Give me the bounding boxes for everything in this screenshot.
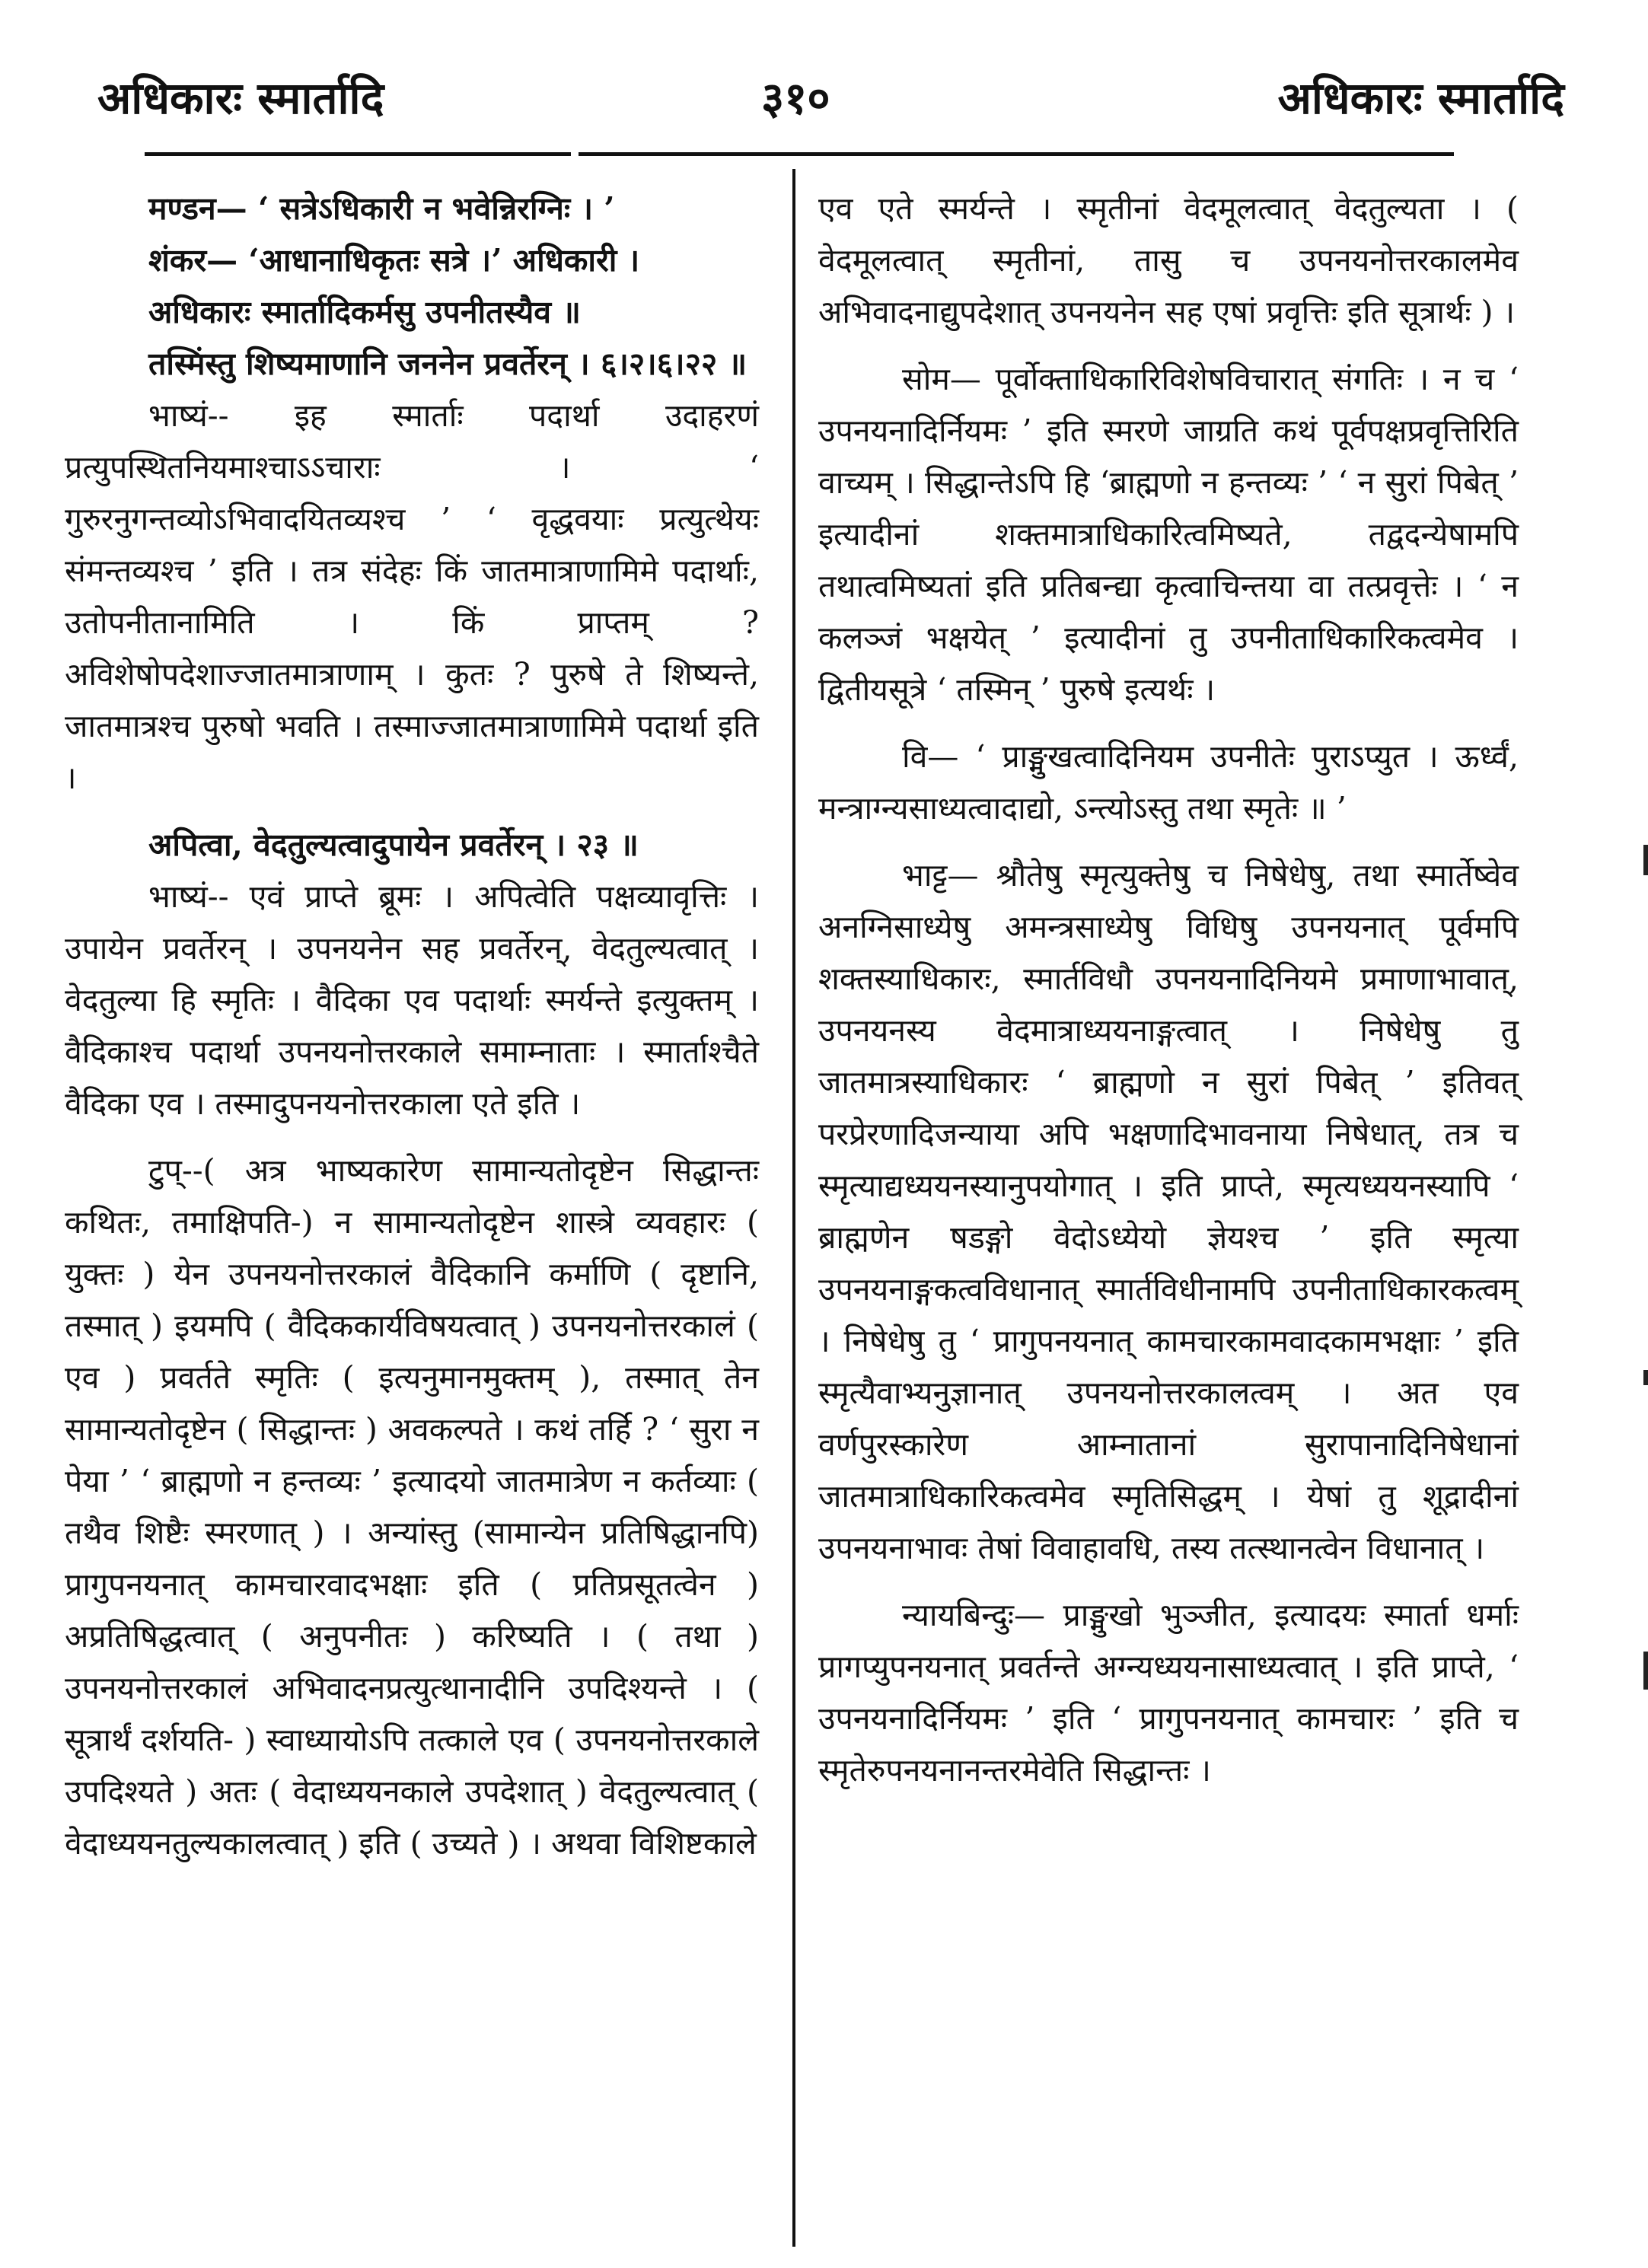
soma-commentary: सोम— पूर्वोक्ताधिकारिविशेषविचारात् संगतिः । न च ‘ उपनयनादिर्नियमः ’ इति स्मरणे जाग्रति कथं पूर्वपक्षप्रवृत्तिरिति वाच्यम् । सिद्धान्तेऽपि हि ‘ब्राह्मणो न हन्तव्यः ’ ‘ न सुरां पिबेत् ’ इत्यादीनां शक्तमात्राधिकारित्वमिष्यते, तद्वदन्येषामपि तथात्वमिष्यतां इति प्रतिबन्द्या कृत्वाचिन्तया वा तत्प्रवृत्तेः । ‘ न कलञ्जं भक्षयेत् ’ इत्यादीनां तु उपनीताधिकारिकत्वमेव । द्वितीयसूत्रे ‘ तस्मिन् ’ पुरुषे इत्यर्थः ।: [818, 361, 1519, 708]
edge-mark: [1643, 845, 1648, 875]
running-head-left: अधिकारः स्मार्तादि: [97, 72, 384, 124]
right-column: [818, 183, 1519, 1796]
bhashya-continuation: एव एते स्मर्यन्ते । स्मृतीनां वेदमूलत्वात् वेदतुल्यता । ( वेदमूलत्वात् स्मृतीनां, तासु च उपनयनोत्तरकालमेव अभिवादनाद्युपदेशात् उपनयनेन सह एषां प्रवृत्तिः इति सूत्रार्थः ) ।: [818, 190, 1519, 330]
left-column: [65, 183, 759, 1869]
sutra-22: तस्मिंस्तु शिष्यमाणानि जननेन प्रवर्तेरन् । ६।२।६।२२ ॥: [148, 346, 747, 382]
vi-verse: वि— ‘ प्राङ्मुखत्वादिनियम उपनीतेः पुराऽप्युत । ऊर्ध्वं, मन्त्राग्न्यसाध्यत्वादाद्यो, ऽन्त्योऽस्तु तथा स्मृतेः ॥ ’: [818, 738, 1519, 827]
running-head-right: अधिकारः स्मार्तादि: [1277, 72, 1564, 124]
page-number: ३१०: [761, 72, 830, 124]
mandana-note: मण्डन— ‘ सत्रेऽधिकारी न भवेन्निरग्निः । ’: [148, 190, 615, 227]
column-divider: [792, 169, 795, 2247]
shankara-note: शंकर— ‘आधानाधिकृतः सत्रे ।’ अधिकारी ।: [148, 242, 640, 279]
bhatta-commentary: भाट्ट— श्रौतेषु स्मृत्युक्तेषु च निषेधेषु, तथा स्मार्तेष्वेव अनग्निसाध्येषु अमन्त्रसाध्येषु विधिषु उपनयनात् पूर्वमपि शक्तस्याधिकारः, स्मार्तविधौ उपनयनादिनियमे प्रमाणाभावात्, उपनयनस्य वेदमात्राध्ययनाङ्गत्वात् । निषेधेषु तु जातमात्रस्याधिकारः ‘ ब्राह्मणो न सुरां पिबेत् ’ इतिवत् परप्रेरणादिजन्याया अपि भक्षणादिभावनाया निषेधात्, तत्र च स्मृत्याद्यध्ययनस्यानुपयोगात् । इति प्राप्ते, स्मृत्यध्ययनस्यापि ‘ ब्राह्मणेन षडङ्गो वेदोऽध्येयो ज्ञेयश्च ’ इति स्मृत्या उपनयनाङ्गकत्वविधानात् स्मार्तविधीनामपि उपनीताधिकारकत्वम् । निषेधेषु तु ‘ प्रागुपनयनात् कामचारकामवादकामभक्षाः ’ इति स्मृत्यैवाभ्यनुज्ञानात् उपनयनोत्तरकालत्वम् । अत एव वर्णपुरस्कारेण आम्नातानां सुरापानादिनिषेधानां जातमात्राधिकारिकत्वमेव स्मृतिसिद्धम् । येषां तु शूद्रादीनां उपनयनाभावः तेषां विवाहावधि, तस्य तत्स्थानत्वेन विधानात् ।: [818, 857, 1519, 1566]
adhikarana-title: अधिकारः स्मार्तादिकर्मसु उपनीतस्यैव ॥: [148, 294, 581, 330]
sutra-23: अपित्वा, वेदतुल्यत्वादुपायेन प्रवर्तेरन् । २३ ॥: [148, 827, 639, 863]
bhashya-22: भाष्यं-- इह स्मार्ताः पदार्था उदाहरणं प्रत्युपस्थितनियमाश्चाऽऽचाराः । ‘ गुरुरनुगन्तव्योऽभिवादयितव्यश्च ’ ‘ वृद्धवयाः प्रत्युत्थेयः संमन्तव्यश्च ’ इति । तत्र संदेहः किं जातमात्राणामिमे पदार्थाः, उतोपनीतानामिति । किं प्राप्तम् ? अविशेषोपदेशाज्जातमात्राणाम् । कुतः ? पुरुषे ते शिष्यन्ते, जातमात्रश्च पुरुषो भवति । तस्माज्जातमात्राणामिमे पदार्था इति ।: [65, 397, 759, 796]
nyayabindu-commentary: न्यायबिन्दुः— प्राङ्मुखो भुञ्जीत, इत्यादयः स्मार्ता धर्माः प्रागप्युपनयनात् प्रवर्तन्ते अग्न्यध्ययनासाध्यत्वात् । इति प्राप्ते, ‘ उपनयनादिर्नियमः ’ इति ‘ प्रागुपनयनात् कामचारः ’ इति च स्मृतेरुपनयनानन्तरमेवेति सिद्धान्तः ।: [818, 1597, 1519, 1789]
edge-mark: [1643, 1370, 1648, 1385]
tupteeka-commentary: टुप्--( अत्र भाष्यकारेण सामान्यतोदृष्टेन सिद्धान्तः कथितः, तमाक्षिपति-) न सामान्यतोदृष्टेन शास्त्रे व्यवहारः ( युक्तः ) येन उपनयनोत्तरकालं वैदिकानि कर्माणि ( दृष्टानि, तस्मात् ) इयमपि ( वैदिककार्यविषयत्वात् ) उपनयनोत्तरकालं ( एव ) प्रवर्तते स्मृतिः ( इत्यनुमानमुक्तम् ), तस्मात् तेन सामान्यतोदृष्टेन ( सिद्धान्तः ) अवकल्पते । कथं तर्हि ? ‘ सुरा न पेया ’ ‘ ब्राह्मणो न हन्तव्यः ’ इत्यादयो जातमात्रेण न कर्तव्याः ( तथैव शिष्टैः स्मरणात् ) । अन्यांस्तु (सामान्येन प्रतिषिद्धानपि) प्रागुपनयनात् कामचारवादभक्षाः इति ( प्रतिप्रसूतत्वेन ) अप्रतिषिद्धत्वात् ( अनुपनीतः ) करिष्यति । ( तथा ) उपनयनोत्तरकालं अभिवादनप्रत्युत्थानादीनि उपदिश्यन्ते । ( सूत्रार्थं दर्शयति- ) स्वाध्यायोऽपि तत्काले एव ( उपनयनोत्तरकाले उपदिश्यते ) अतः ( वेदाध्ययनकाले उपदेशात् ) वेदतुल्यत्वात् ( वेदाध्ययनतुल्यकालत्वात् ) इति ( उच्यते ) । अथवा विशिष्टकाले: [65, 1152, 759, 1862]
bhashya-23: भाष्यं-- एवं प्राप्ते ब्रूमः । अपित्वेति पक्षव्यावृत्तिः । उपायेन प्रवर्तेरन् । उपनयनेन सह प्रवर्तेरन्, वेदतुल्यत्वात् । वेदतुल्या हि स्मृतिः । वैदिका एव पदार्थाः स्मर्यन्ते इत्युक्तम् । वैदिकाश्च पदार्था उपनयनोत्तरकाले समाम्नाताः । स्मार्ताश्चैते वैदिका एव । तस्मादुपनयनोत्तरकाला एते इति ।: [65, 878, 759, 1122]
header-rule-left: [145, 152, 571, 156]
header-rule-right: [579, 152, 1454, 156]
edge-mark: [1643, 1652, 1648, 1690]
